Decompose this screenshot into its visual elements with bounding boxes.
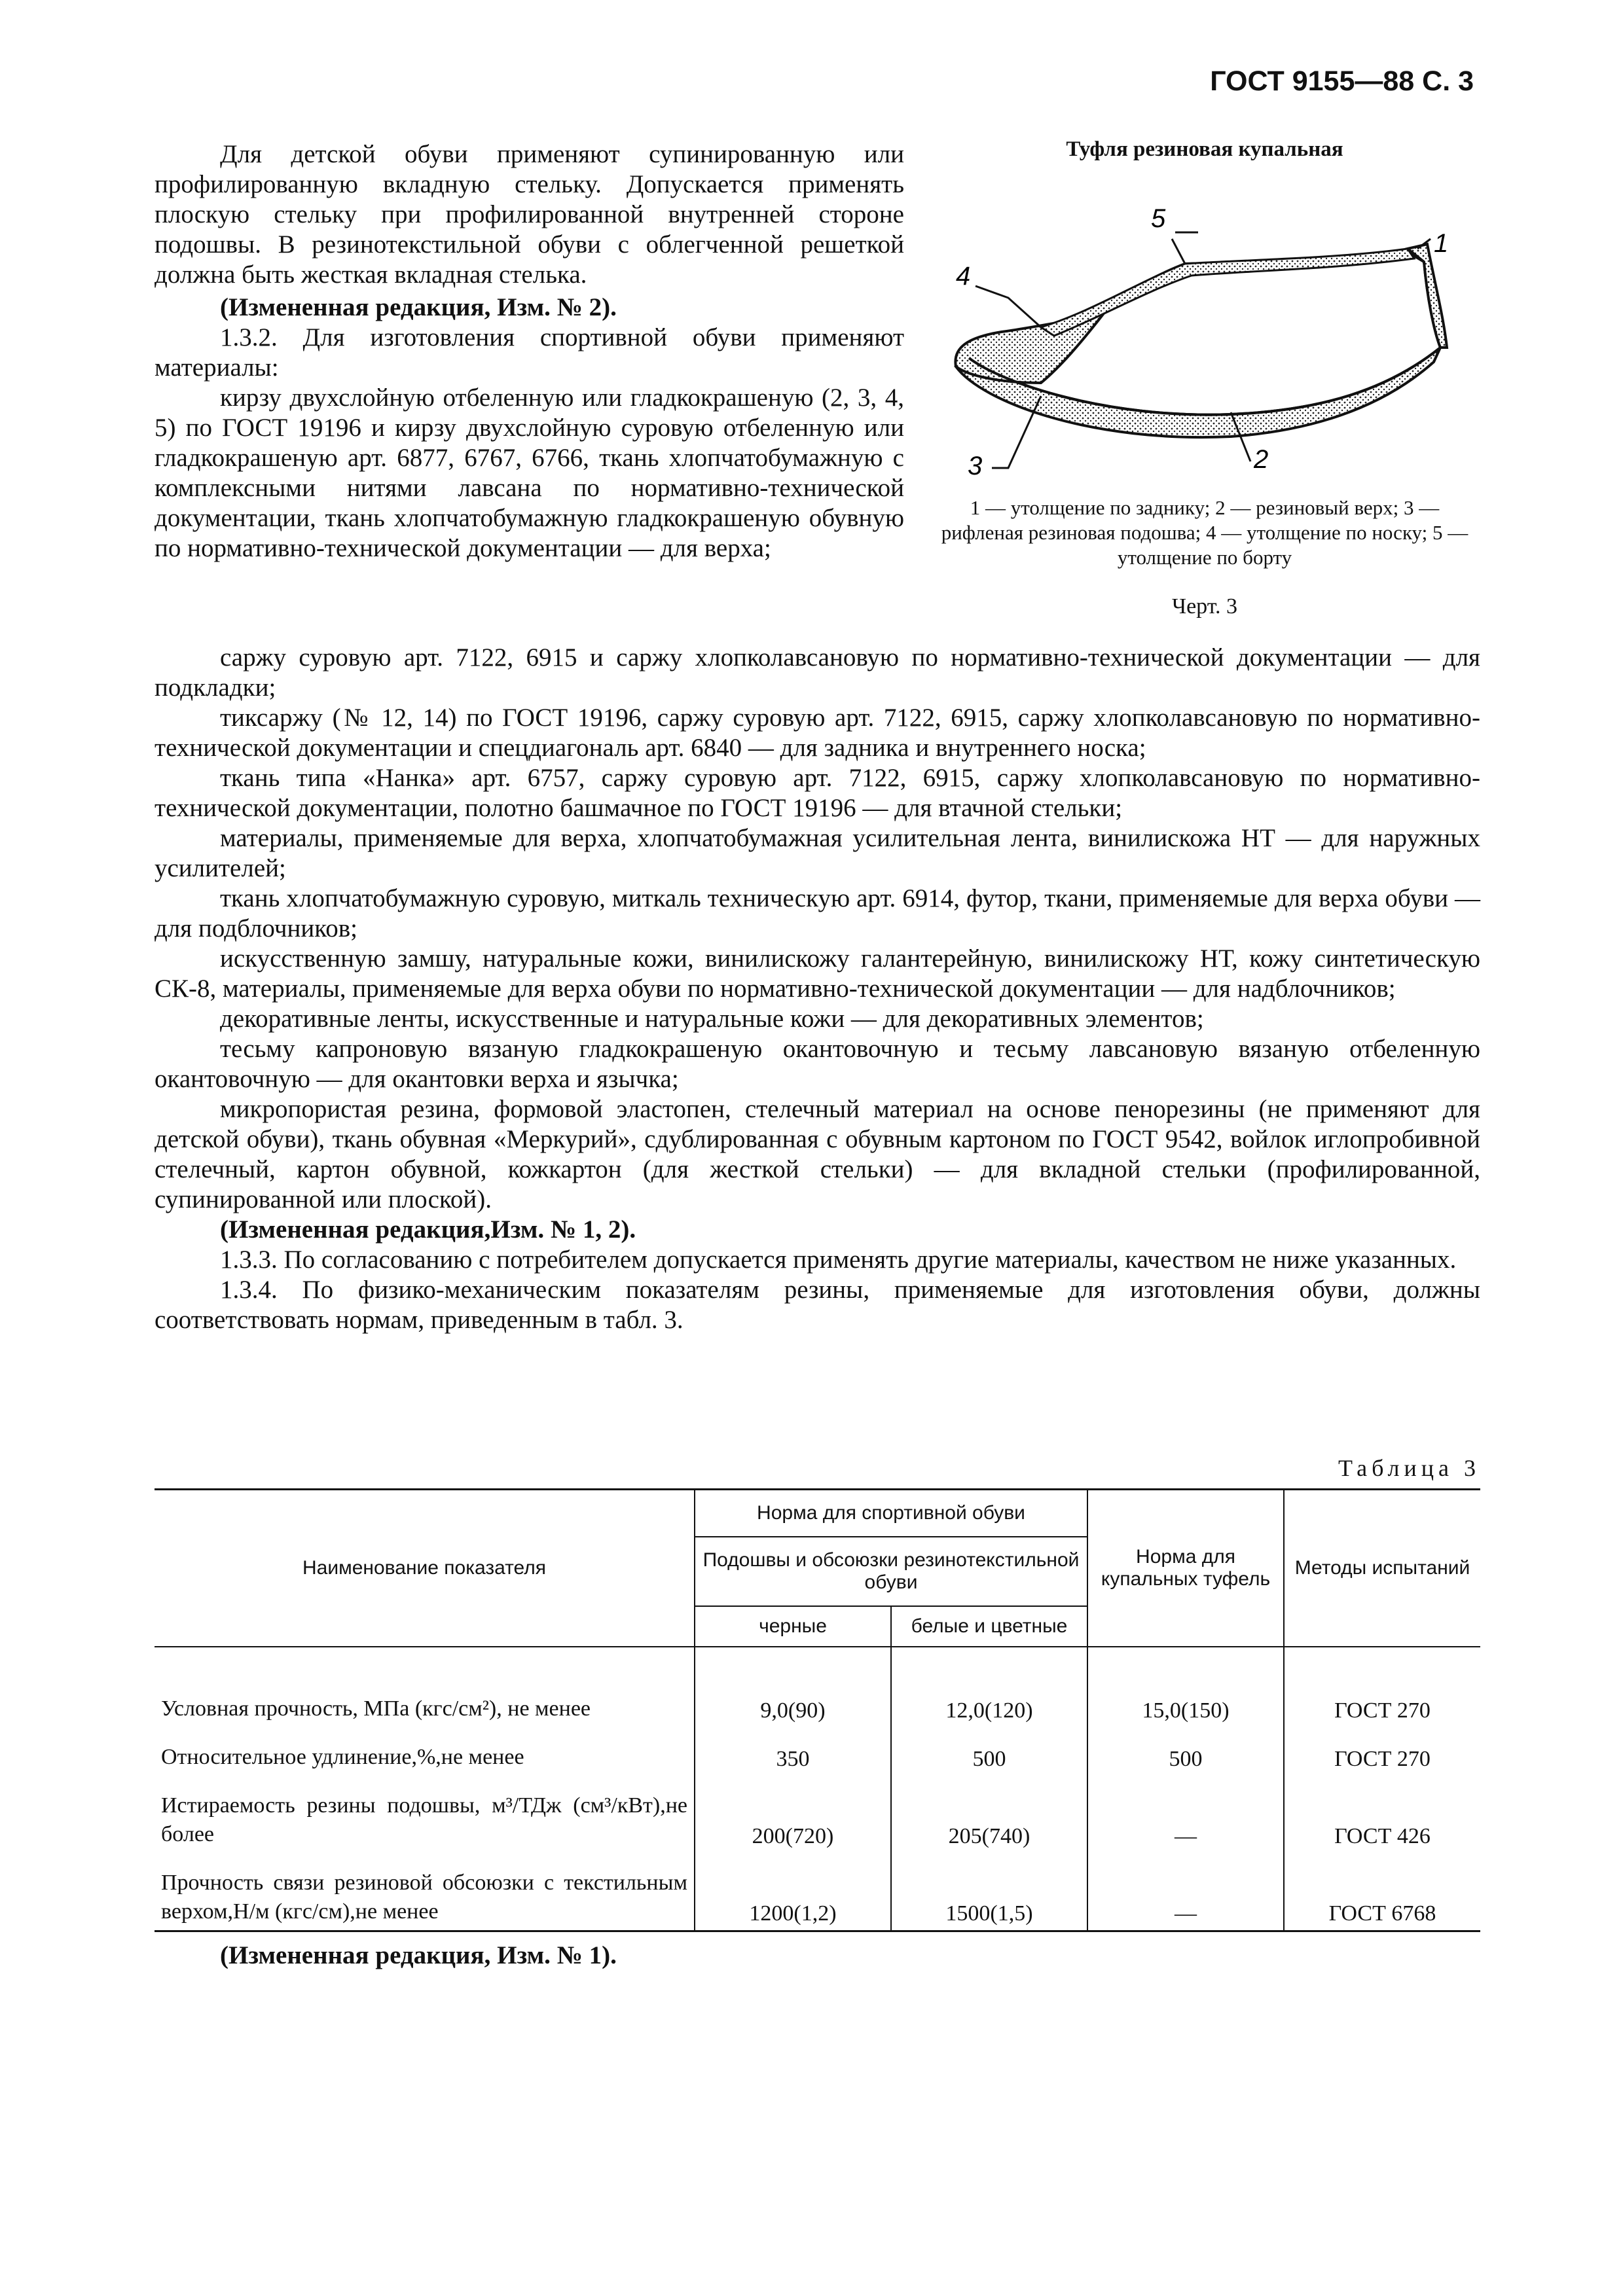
row-white: 1500(1,5) [891, 1853, 1087, 1931]
callout-4: 4 [956, 262, 971, 291]
paragraph: декоративные ленты, искусственные и натуральные кожи — для декоративных элементов; [220, 1005, 1204, 1033]
callout-5: 5 [1151, 204, 1166, 233]
row-bath: 500 [1087, 1727, 1284, 1776]
paragraph: микропористая резина, формовой эластопен, стелечный материал на основе пенорезины (не применяют для детской обуви), ткань обувная «Меркурий», сдублированная с обувным картоном по ГОСТ 9542, войлок иглопробивной стелечный, картон обувной, кожкартон (для жесткой стельки) — для вкладной стельки (профилированной, супинированной или плоской). [155, 1095, 1480, 1213]
table-row [155, 1853, 1480, 1931]
header-white: белые и цветные [891, 1606, 1087, 1647]
row-name: Условная прочность, МПа (кгс/см²), не менее [155, 1647, 695, 1727]
paragraph: ткань хлопчатобумажную суровую, миткаль техническую арт. 6914, футор, ткани, применяемые для верха обуви — для подблочников; [155, 884, 1480, 942]
header-soles: Подошвы и обсоюзки резинотекстильной обуви [695, 1537, 1087, 1606]
row-black: 9,0(90) [695, 1647, 891, 1727]
paragraph: 1.3.4. По физико-механическим показателям резины, применяемые для изготовления обуви, должны соответствовать нормам, приведенным в табл. 3. [155, 1276, 1480, 1334]
materials-list [155, 643, 1480, 1335]
header-name: Наименование показателя [155, 1490, 695, 1647]
figure-number: Черт. 3 [1171, 594, 1238, 619]
amendment-note-final: (Измененная редакция, Изм. № 1). [220, 1941, 617, 1969]
left-column [155, 139, 904, 564]
paragraph: ткань типа «Нанка» арт. 6757, саржу суровую арт. 7122, 6915, саржу хлопколавсановую по нормативно-технической документации, полотно башмачное по ГОСТ 19196 — для втачной стельки; [155, 764, 1480, 822]
amendment-note: (Измененная редакция,Изм. № 1, 2). [220, 1215, 636, 1244]
row-bath: — [1087, 1776, 1284, 1853]
table-row [155, 1727, 1480, 1776]
paragraph: искусственную замшу, натуральные кожи, винилискожу галантерейную, винилискожу НТ, кожу синтетическую СК-8, материалы, применяемые для верха обуви по нормативно-технической документации — для надблочников; [155, 944, 1480, 1003]
callout-1: 1 [1434, 229, 1449, 258]
header-methods: Методы испытаний [1284, 1490, 1480, 1647]
row-method: ГОСТ 6768 [1284, 1853, 1480, 1931]
callout-2: 2 [1254, 445, 1269, 474]
row-bath: 15,0(150) [1087, 1647, 1284, 1727]
paragraph: 1.3.2. Для изготовления спортивной обуви применяют материалы: [155, 323, 904, 382]
row-black: 350 [695, 1727, 891, 1776]
header-bath: Норма для купальных туфель [1087, 1490, 1284, 1647]
row-white: 205(740) [891, 1776, 1087, 1853]
row-method: ГОСТ 270 [1334, 1698, 1431, 1723]
row-name: Относительное удлинение,%,не менее [155, 1727, 695, 1776]
row-black: 1200(1,2) [695, 1853, 891, 1931]
paragraph: материалы, применяемые для верха, хлопчатобумажная усилительная лента, винилискожа НТ — для наружных усилителей; [155, 824, 1480, 882]
amendment-note: (Измененная редакция, Изм. № 2). [220, 293, 617, 321]
table-row [155, 1647, 1480, 1727]
row-bath: — [1087, 1853, 1284, 1931]
row-method: ГОСТ 426 [1334, 1824, 1431, 1848]
table-row [155, 1776, 1480, 1853]
page-header: ГОСТ 9155—88 С. 3 [1210, 65, 1474, 97]
row-white: 12,0(120) [891, 1647, 1087, 1727]
callout-3: 3 [968, 452, 983, 480]
header-black: черные [695, 1606, 891, 1647]
paragraph: саржу суровую арт. 7122, 6915 и саржу хлопколавсановую по нормативно-технической документации — для подкладки; [155, 643, 1480, 702]
row-name: Истираемость резины подошвы, м³/ТДж (см³/кВт),не более [155, 1776, 695, 1853]
paragraph: тиксаржу (№ 12, 14) по ГОСТ 19196, саржу суровую арт. 7122, 6915, саржу хлопколавсановую по нормативно-технической документации и спецдиагональ арт. 6840 — для задника и внутреннего носка; [155, 704, 1480, 762]
row-method: ГОСТ 270 [1334, 1747, 1431, 1771]
row-white: 500 [891, 1727, 1087, 1776]
shoe-outline [955, 244, 1447, 437]
row-name: Прочность связи резиновой обсоюзки с текстильным верхом,Н/м (кгс/см),не менее [155, 1853, 695, 1931]
paragraph: 1.3.3. По согласованию с потребителем допускается применять другие материалы, качеством не ниже указанных. [220, 1246, 1457, 1274]
properties-table [155, 1488, 1480, 1932]
paragraph: Для детской обуви применяют супинированную или профилированную вкладную стельку. Допускается применять плоскую стельку при профилированной внутренней стороне подошвы. В резинотекстильной обуви с облегченной решеткой должна быть жесткая вкладная стелька. [155, 140, 904, 289]
table-label: Таблица 3 [1338, 1455, 1480, 1481]
figure-caption: 1 — утолщение по заднику; 2 — резиновый верх; 3 — рифленая резиновая подошва; 4 — утолщение по носку; 5 — утолщение по борту [941, 496, 1468, 569]
figure-title: Туфля резиновая купальная [1066, 137, 1343, 161]
row-black: 200(720) [695, 1776, 891, 1853]
paragraph: тесьму капроновую вязаную гладкокрашеную окантовочную и тесьму лавсановую вязаную отбеленную окантовочную — для окантовки верха и язычка; [155, 1035, 1480, 1093]
header-sport: Норма для спортивной обуви [695, 1490, 1087, 1537]
paragraph: кирзу двухслойную отбеленную или гладкокрашеную (2, 3, 4, 5) по ГОСТ 19196 и кирзу двухслойную суровую отбеленную или гладкокрашеную арт. 6877, 6767, 6766, ткань хлопчатобумажную с комплексными нитями лавсана по нормативно-технической документации, ткань хлопчатобумажную гладкокрашеную обувную по нормативно-технической документации — для верха; [155, 384, 904, 562]
bathing-shoe-drawing [930, 187, 1480, 488]
